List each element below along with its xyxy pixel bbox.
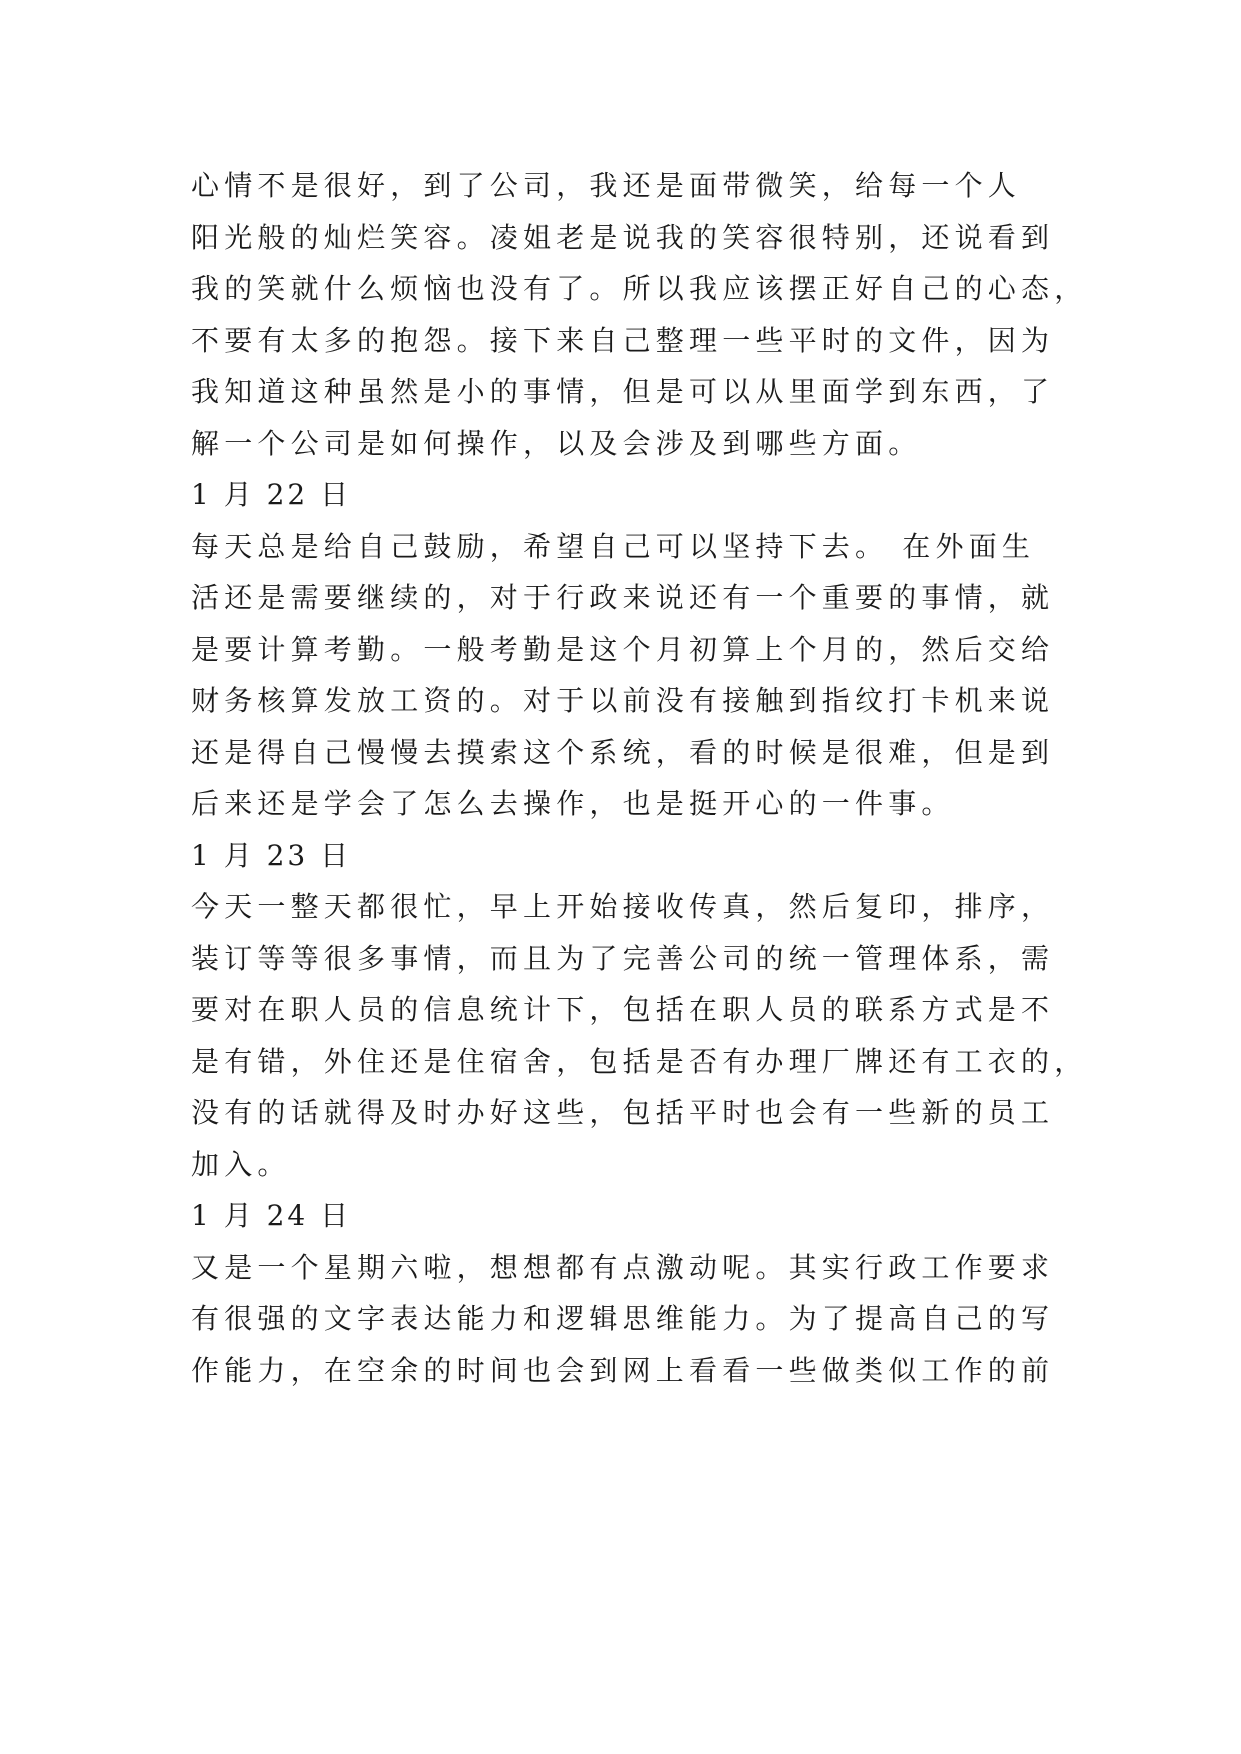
text-line: 不要有太多的抱怨。接下来自己整理一些平时的文件，因为 [191, 323, 1055, 357]
text-line: 心情不是很好，到了公司，我还是面带微笑，给每一个人 [191, 169, 1022, 202]
document-body [191, 160, 1091, 1396]
text-line: 还是得自己慢慢去摸索这个系统，看的时候是很难，但是到 [191, 735, 1055, 769]
text-line: 没有的话就得及时办好这些，包括平时也会有一些新的员工 [191, 1096, 1055, 1129]
text-line: 装订等等很多事情，而且为了完善公司的统一管理体系，需 [191, 941, 1055, 975]
date-heading: 1 月 24 日 [191, 1199, 352, 1232]
date-heading: 1 月 23 日 [191, 838, 352, 872]
text-line: 我知道这种虽然是小的事情，但是可以从里面学到东西，了 [191, 375, 1055, 408]
text-line: 是要计算考勤。一般考勤是这个月初算上个月的，然后交给 [191, 632, 1055, 666]
text-line: 财务核算发放工资的。对于以前没有接触到指纹打卡机来说 [191, 684, 1055, 717]
text-line: 今天一整天都很忙，早上开始接收传真，然后复印，排序， [191, 890, 1055, 923]
date-heading: 1 月 22 日 [191, 478, 352, 511]
text-line: 是有错，外住还是住宿舍，包括是否有办理厂牌还有工衣的， [191, 1044, 1088, 1078]
text-line: 阳光般的灿烂笑容。凌姐老是说我的笑容很特别，还说看到 [191, 220, 1055, 254]
text-line: 解一个公司是如何操作，以及会涉及到哪些方面。 [191, 426, 922, 460]
text-line: 要对在职人员的信息统计下，包括在职人员的联系方式是不 [191, 993, 1055, 1026]
text-line: 有很强的文字表达能力和逻辑思维能力。为了提高自己的写 [191, 1302, 1055, 1335]
text-line: 又是一个星期六啦，想想都有点激动呢。其实行政工作要求 [191, 1250, 1055, 1284]
text-line: 活还是需要继续的，对于行政来说还有一个重要的事情，就 [191, 581, 1055, 614]
text-line: 加入。 [191, 1147, 291, 1181]
text-line: 每天总是给自己鼓励，希望自己可以坚持下去。 在外面生 [191, 529, 1036, 563]
text-line: 作能力，在空余的时间也会到网上看看一些做类似工作的前 [191, 1353, 1055, 1387]
text-line: 我的笑就什么烦恼也没有了。所以我应该摆正好自己的心态， [191, 272, 1088, 305]
text-line: 后来还是学会了怎么去操作，也是挺开心的一件事。 [191, 787, 955, 820]
